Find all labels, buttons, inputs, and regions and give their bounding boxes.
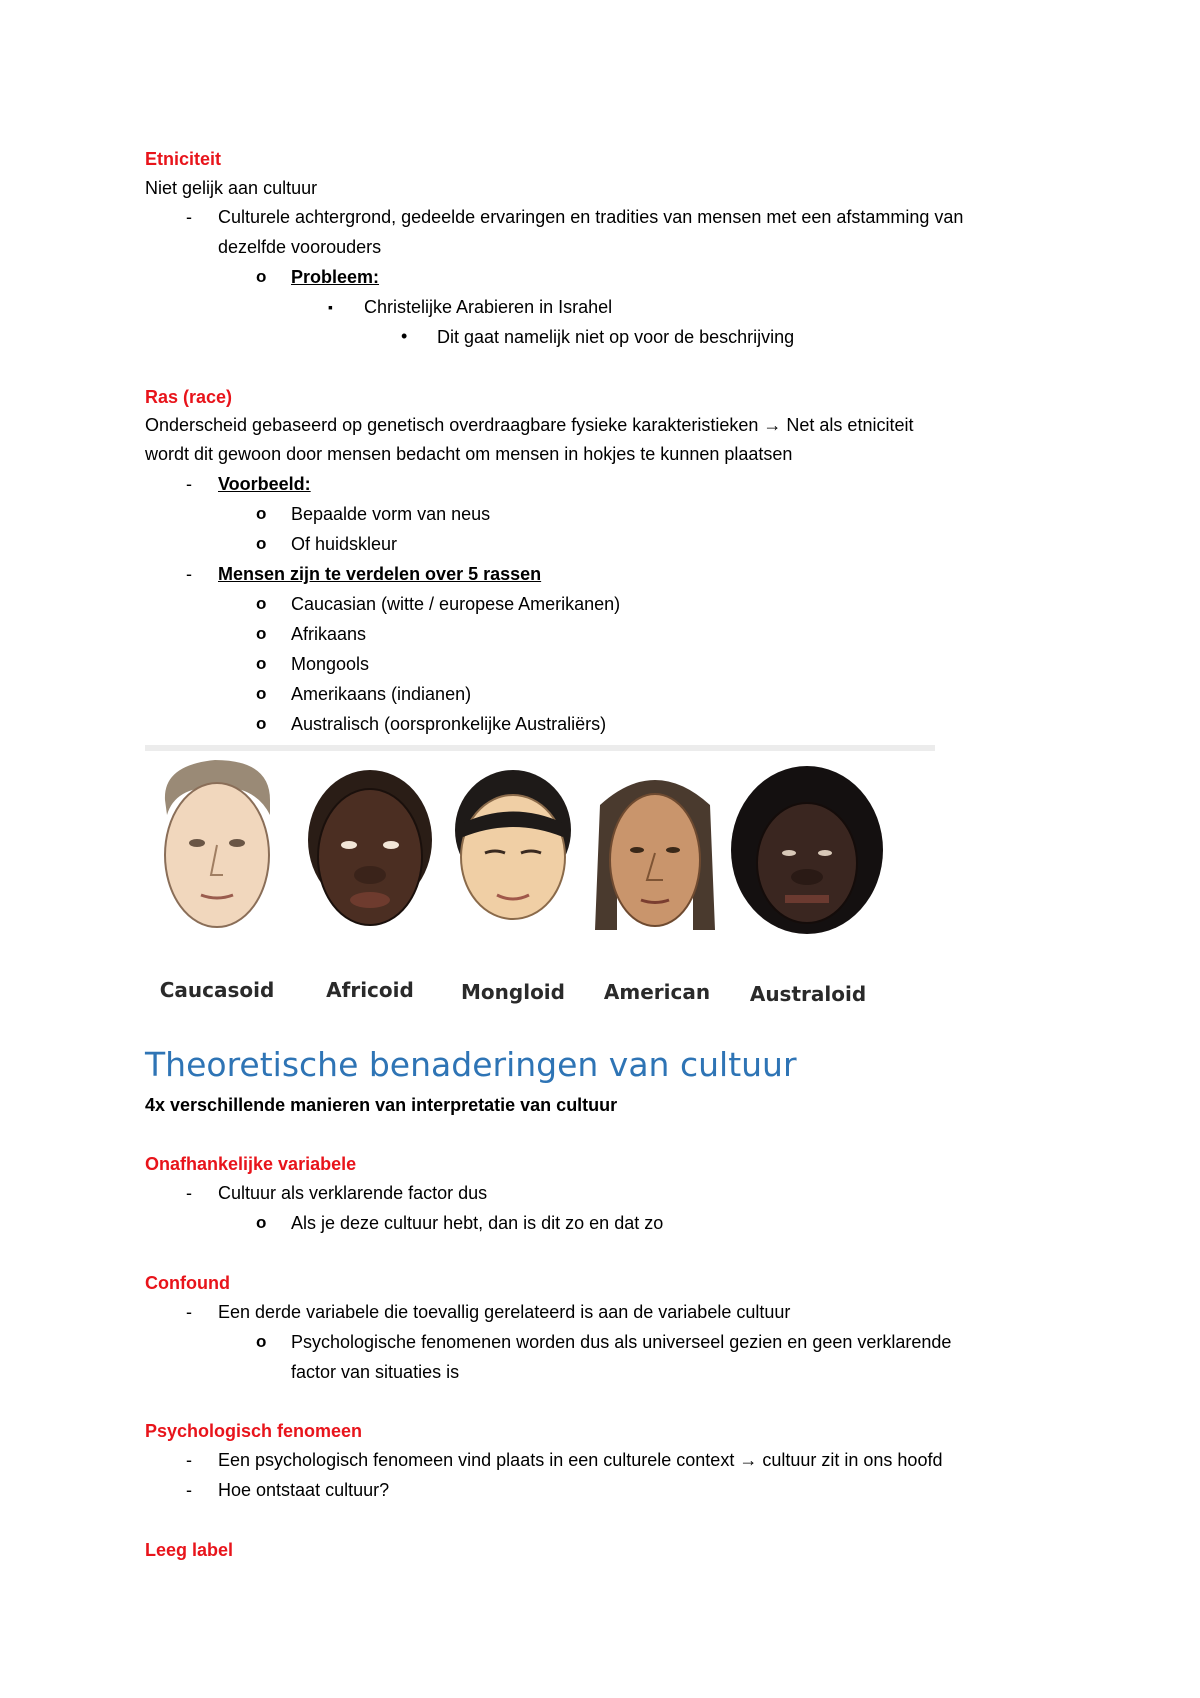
dash-bullet: - [186, 1450, 192, 1470]
australoid-face [731, 766, 883, 934]
onafhankelijk-title: Onafhankelijke variabele [145, 1154, 357, 1174]
circle-bullet: o [256, 594, 267, 613]
psych-dash1-part-a: Een psychologisch fenomeen vind plaats in een culturele context [218, 1450, 735, 1470]
circle-bullet: o [256, 714, 267, 733]
circle-bullet: o [256, 684, 267, 703]
psych-dash1 [218, 1449, 942, 1471]
psych-dash2: Hoe ontstaat cultuur? [218, 1480, 390, 1500]
etniciteit-intro: Niet gelijk aan cultuur [145, 178, 318, 198]
mongloid-label: Mongloid [461, 980, 565, 1004]
ras-intro-line1 [145, 414, 913, 436]
confound-title: Confound [145, 1273, 230, 1293]
circle-bullet: o [256, 267, 267, 286]
voorbeeld-label: Voorbeeld: [218, 474, 311, 494]
ras-intro-part-a: Onderscheid gebaseerd op genetisch overdraagbare fysieke karakteristieken [145, 415, 759, 435]
dash-bullet: - [186, 1183, 192, 1203]
american-label: American [603, 980, 711, 1004]
circle-bullet: o [256, 654, 267, 673]
probleem-sub-item: Dit gaat namelijk niet op voor de beschrijving [437, 327, 795, 347]
rassen-label: Mensen zijn te verdelen over 5 rassen [218, 564, 542, 584]
onafhankelijk-dash: Cultuur als verklarende factor dus [218, 1183, 488, 1203]
dash-bullet: - [186, 1480, 192, 1500]
etniciteit-dash1-line1: Culturele achtergrond, gedeelde ervaringen en tradities van mensen met een afstamming van [218, 207, 964, 227]
circle-bullet: o [256, 504, 267, 523]
mongloid-face [455, 770, 571, 919]
arrow-icon: → [763, 415, 782, 435]
races-faces-figure [145, 745, 935, 1020]
ras-intro-part-b: Net als etniciteit [786, 415, 914, 435]
australoid-label: Australoid [749, 982, 867, 1006]
theory-heading: Theoretische benaderingen van cultuur [145, 1045, 797, 1084]
rassen-item: Australisch (oorspronkelijke Australiërs) [291, 714, 607, 734]
dash-bullet: - [186, 564, 192, 584]
arrow-icon: → [739, 1450, 758, 1470]
circle-bullet: o [256, 1213, 267, 1232]
probleem-label: Probleem: [291, 267, 380, 287]
dot-bullet: • [401, 326, 408, 346]
theory-subheading: 4x verschillende manieren van interpretatie van cultuur [145, 1095, 618, 1115]
confound-dash: Een derde variabele die toevallig gerelateerd is aan de variabele cultuur [218, 1302, 791, 1322]
etniciteit-title: Etniciteit [145, 149, 222, 169]
confound-sub-line1: Psychologische fenomenen worden dus als universeel gezien en geen verklarende [291, 1332, 952, 1352]
rassen-item: Caucasian (witte / europese Amerikanen) [291, 594, 621, 614]
caucasoid-face [165, 760, 270, 927]
leeg-title: Leeg label [145, 1540, 234, 1560]
figure-top-strip [145, 745, 935, 751]
american-face [595, 780, 715, 930]
circle-bullet: o [256, 534, 267, 553]
dash-bullet: - [186, 207, 192, 227]
dash-bullet: - [186, 1302, 192, 1322]
ras-intro-line2: wordt dit gewoon door mensen bedacht om mensen in hokjes te kunnen plaatsen [145, 444, 793, 464]
africoid-label: Africoid [326, 978, 414, 1002]
onafhankelijk-sub: Als je deze cultuur hebt, dan is dit zo en dat zo [291, 1213, 664, 1233]
rassen-item: Mongools [291, 654, 370, 674]
rassen-item: Amerikaans (indianen) [291, 684, 472, 704]
probleem-item: Christelijke Arabieren in Israhel [364, 297, 613, 317]
rassen-item: Afrikaans [291, 624, 367, 644]
circle-bullet: o [256, 1332, 267, 1351]
confound-sub-line2: factor van situaties is [291, 1362, 460, 1382]
psych-dash1-part-b: cultuur zit in ons hoofd [762, 1450, 943, 1470]
caucasoid-label: Caucasoid [159, 978, 275, 1002]
square-bullet: ▪ [328, 299, 333, 315]
voorbeeld-item: Bepaalde vorm van neus [291, 504, 491, 524]
circle-bullet: o [256, 624, 267, 643]
etniciteit-dash1-line2: dezelfde voorouders [218, 237, 382, 257]
ras-title: Ras (race) [145, 387, 233, 407]
voorbeeld-item: Of huidskleur [291, 534, 398, 554]
dash-bullet: - [186, 474, 192, 494]
africoid-face [308, 770, 432, 925]
psych-title: Psychologisch fenomeen [145, 1421, 363, 1441]
